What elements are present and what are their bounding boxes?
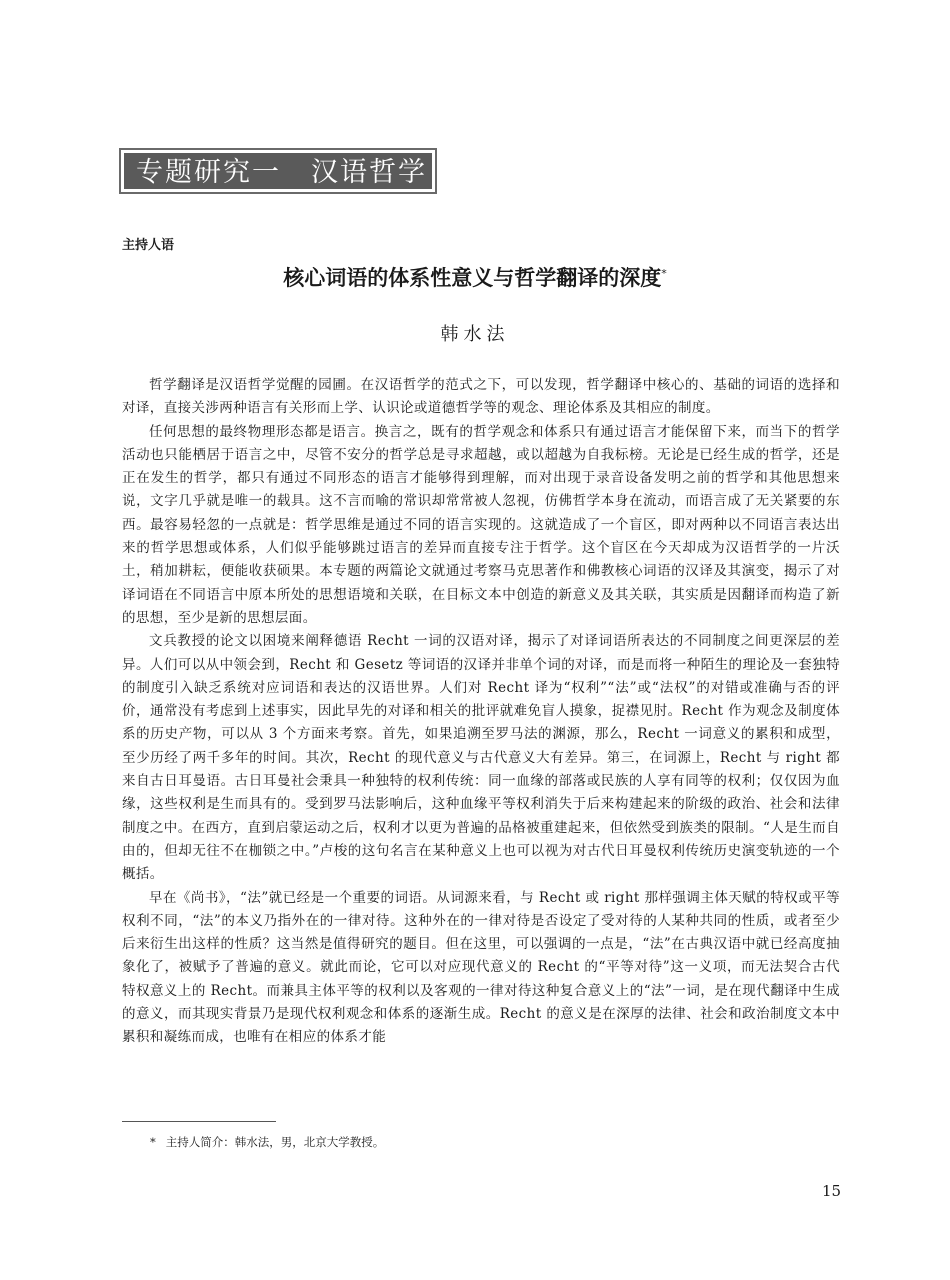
article-body [122,374,840,1050]
host-remarks-label: 主持人语 [122,238,175,253]
page-number: 15 [822,1182,842,1200]
author-name: 韩水法 [440,324,510,345]
article-title [0,262,950,292]
footnote [150,1134,384,1150]
body-paragraph: 任何思想的最终物理形态都是语言。换言之，既有的哲学观念和体系只有通过语言才能保留下来，而当下的哲学活动也只能栖居于语言之中，尽管不安分的哲学总是寻求超越，或以超越为自我标榜。无论是已经生成的哲学，还是正在发生的哲学，都只有通过不同形态的语言才能够得到理解，而对出现于录音设备发明之前的哲学和其他思想来说，文字几乎就是唯一的载具。这不言而喻的常识却常常被人忽视，仿佛哲学本身在流动，而语言成了无关紧要的东西。最容易轻忽的一点就是：哲学思维是通过不同的语言实现的。这就造成了一个盲区，即对两种以不同语言表达出来的哲学思想或体系，人们似乎能够跳过语言的差异而直接专注于哲学。这个盲区在今天却成为汉语哲学的一片沃土，稍加耕耘，便能收获硕果。本专题的两篇论文就通过考察马克思著作和佛教核心词语的汉译及其演变，揭示了对译词语在不同语言中原本所处的思想语境和关联，在目标文本中创造的新意义及其关联，其实质是因翻译而构造了新的思想，至少是新的思想层面。 [122,423,840,626]
banner-topic-label: 汉语哲学 [311,157,427,188]
section-banner [122,151,434,191]
body-paragraph: 文兵教授的论文以困境来阐释德语 Recht 一词的汉语对译，揭示了对译词语所表达的不同制度之间更深层的差异。人们可以从中领会到，Recht 和 Gesetz 等词语的汉译并非单个词的对译，而是而将一种陌生的理论及一套独特的制度引入缺乏系统对应词语和表达的汉语世界。人们对 Recht 译为“权利”“法”或“法权”的对错或准确与否的评价，通常没有考虑到上述事实，因此早先的对译和相关的批评就难免盲人摸象，捉襟见肘。Recht 作为观念及制度体系的历史产物，可以从 3 个方面来考察。首先，如果追溯至罗马法的渊源，那么，Recht 一词意义的累积和成型，至少历经了两千多年的时间。其次，Recht 的现代意义与古代意义大有差异。第三，在词源上，Recht 与 right 都来自古日耳曼语。古日耳曼社会秉具一种独特的权利传统：同一血缘的部落或民族的人享有同等的权利；仅仅因为血缘，这些权利是生而具有的。受到罗马法影响后，这种血缘平等权利消失于后来构建起来的阶级的政治、社会和法律制度之中。在西方，直到启蒙运动之后，权利才以更为普遍的品格被重建起来，但依然受到族类的限制。“人是生而自由的，但却无往不在枷锁之中。”卢梭的这句名言在某种意义上也可以视为对古代日耳曼权利传统历史演变轨迹的一个概括。 [122,633,840,883]
body-paragraph: 哲学翻译是汉语哲学觉醒的园圃。在汉语哲学的范式之下，可以发现，哲学翻译中核心的、基础的词语的选择和对译，直接关涉两种语言有关形而上学、认识论或道德哲学等的观念、理论体系及其相应的制度。 [122,377,840,417]
banner-series-label: 专题研究一 [136,157,281,188]
article-title-text: 核心词语的体系性意义与哲学翻译的深度 [283,266,662,290]
footnote-text: 主持人简介：韩水法，男，北京大学教授。 [165,1135,385,1149]
footnote-divider [122,1121,276,1122]
title-footnote-mark: * [661,267,667,280]
footnote-mark: * [150,1135,156,1149]
body-paragraph: 早在《尚书》，“法”就已经是一个重要的词语。从词源来看，与 Recht 或 right 那样强调主体天赋的特权或平等权利不同，“法”的本义乃指外在的一律对待。这种外在的一律对待是否设定了受对待的人某种共同的性质，或者至少后来衍生出这样的性质？这当然是值得研究的题目。但在这里，可以强调的一点是，“法”在古典汉语中就已经高度抽象化了，被赋予了普遍的意义。就此而论，它可以对应现代意义的 Recht 的“平等对待”这一义项，而无法契合古代特权意义上的 Recht。而兼具主体平等的权利以及客观的一律对待这种复合意义上的“法”一词，是在现代翻译中生成的意义，而其现实背景乃是现代权利观念和体系的逐渐生成。Recht 的意义是在深厚的法律、社会和政治制度文本中累积和凝练而成，也唯有在相应的体系才能 [122,889,840,1046]
